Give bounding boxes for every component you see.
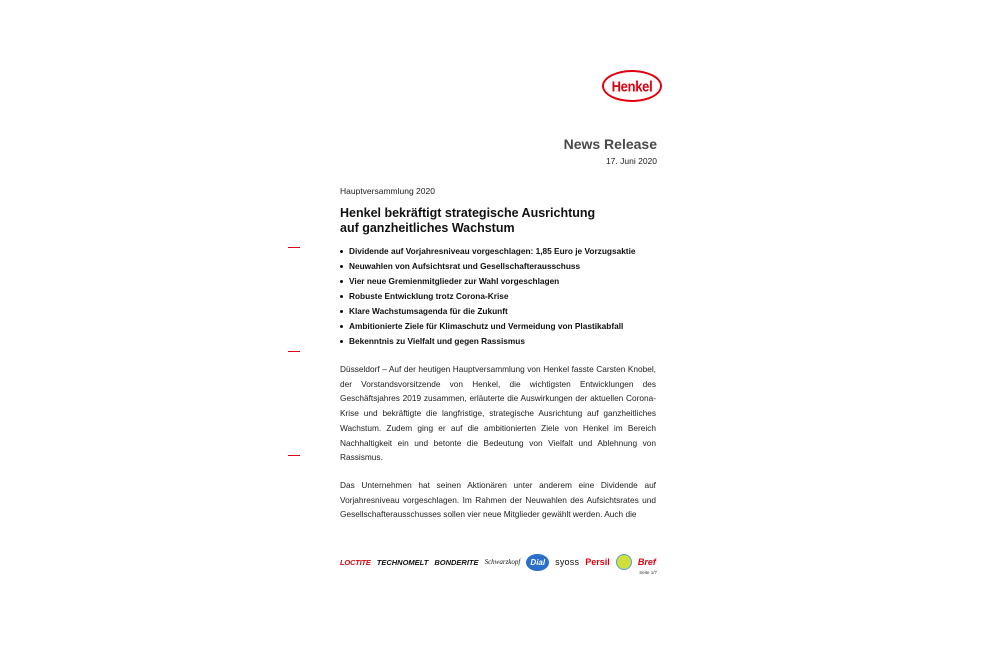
list-item-text: Klare Wachstumsagenda für die Zukunft	[349, 306, 508, 316]
henkel-logo	[602, 70, 662, 102]
list-item	[340, 259, 636, 274]
headline-line-2: auf ganzheitliches Wachstum	[340, 221, 515, 235]
list-item-text: Vier neue Gremienmitglieder zur Wahl vorgeschlagen	[349, 276, 560, 286]
margin-mark	[288, 247, 300, 248]
bullet-icon	[340, 280, 343, 283]
bullet-icon	[340, 325, 343, 328]
margin-mark	[288, 455, 300, 456]
headline	[340, 206, 660, 236]
list-item	[340, 274, 636, 289]
margin-mark	[288, 351, 300, 352]
syoss-logo: syoss	[555, 557, 580, 567]
list-item-text: Neuwahlen von Aufsichtsrat und Gesellschafterausschuss	[349, 261, 581, 271]
bullet-icon	[340, 340, 343, 343]
bullet-icon	[340, 310, 343, 313]
body-paragraph-1: Düsseldorf – Auf der heutigen Hauptversammlung von Henkel fasste Carsten Knobel, der Vorstandsvorsitzende von Henkel, die wichtigsten Entwicklungen des Geschäftsjahres 2019 zusammen, erläuterte die Auswirkungen der aktuellen Corona-Krise und bekräftigte die langfristige, strategische Ausrichtung auf ganzheitliches Wachstum. Zudem ging er auf die ambitionierten Ziele von Henkel im Bereich Nachhaltigkeit ein und betonte die Bedeutung von Vielfalt und Ablehnung von Rassismus.	[340, 364, 656, 463]
bref-logo: Bref	[637, 557, 656, 567]
list-item-text: Robuste Entwicklung trotz Corona-Krise	[349, 291, 509, 301]
eyebrow-label: Hauptversammlung 2020	[340, 186, 435, 196]
bonderite-logo: BONDERITE	[434, 557, 479, 567]
page-number: Seite 1/7	[639, 570, 657, 575]
list-item	[340, 289, 636, 304]
henkel-logo-text: Henkel	[611, 77, 653, 95]
dial-logo: Dial	[526, 554, 549, 571]
headline-line-1: Henkel bekräftigt strategische Ausrichtung	[340, 206, 596, 220]
body-paragraph-2: Das Unternehmen hat seinen Aktionären unter anderem eine Dividende auf Vorjahresniveau vorgeschlagen. Im Rahmen der Neuwahlen des Aufsichtsrates und Gesellschafterausschusses sollen vier neue Mitglieder gewählt werden. Auch die	[340, 480, 656, 520]
bullet-icon	[340, 265, 343, 268]
list-item-text: Dividende auf Vorjahresniveau vorgeschlagen: 1,85 Euro je Vorzugsaktie	[349, 246, 636, 256]
release-title: News Release	[563, 136, 657, 152]
list-item-text: Ambitionierte Ziele für Klimaschutz und Vermeidung von Plastikabfall	[349, 321, 624, 331]
list-item	[340, 244, 636, 259]
list-item	[340, 304, 636, 319]
key-points-list	[340, 244, 636, 349]
bullet-icon	[340, 295, 343, 298]
loctite-logo: LOCTITE	[340, 557, 371, 567]
technomelt-logo: TECHNOMELT	[376, 557, 429, 567]
schwarzkopf-logo: Schwarzkopf	[484, 558, 521, 566]
pril-logo-icon	[616, 554, 632, 570]
release-date: 17. Juni 2020	[605, 156, 657, 166]
brand-logo-strip	[340, 550, 656, 574]
list-item	[340, 334, 636, 349]
list-item	[340, 319, 636, 334]
bullet-icon	[340, 250, 343, 253]
persil-logo: Persil	[585, 557, 610, 567]
list-item-text: Bekenntnis zu Vielfalt und gegen Rassismus	[349, 336, 525, 346]
